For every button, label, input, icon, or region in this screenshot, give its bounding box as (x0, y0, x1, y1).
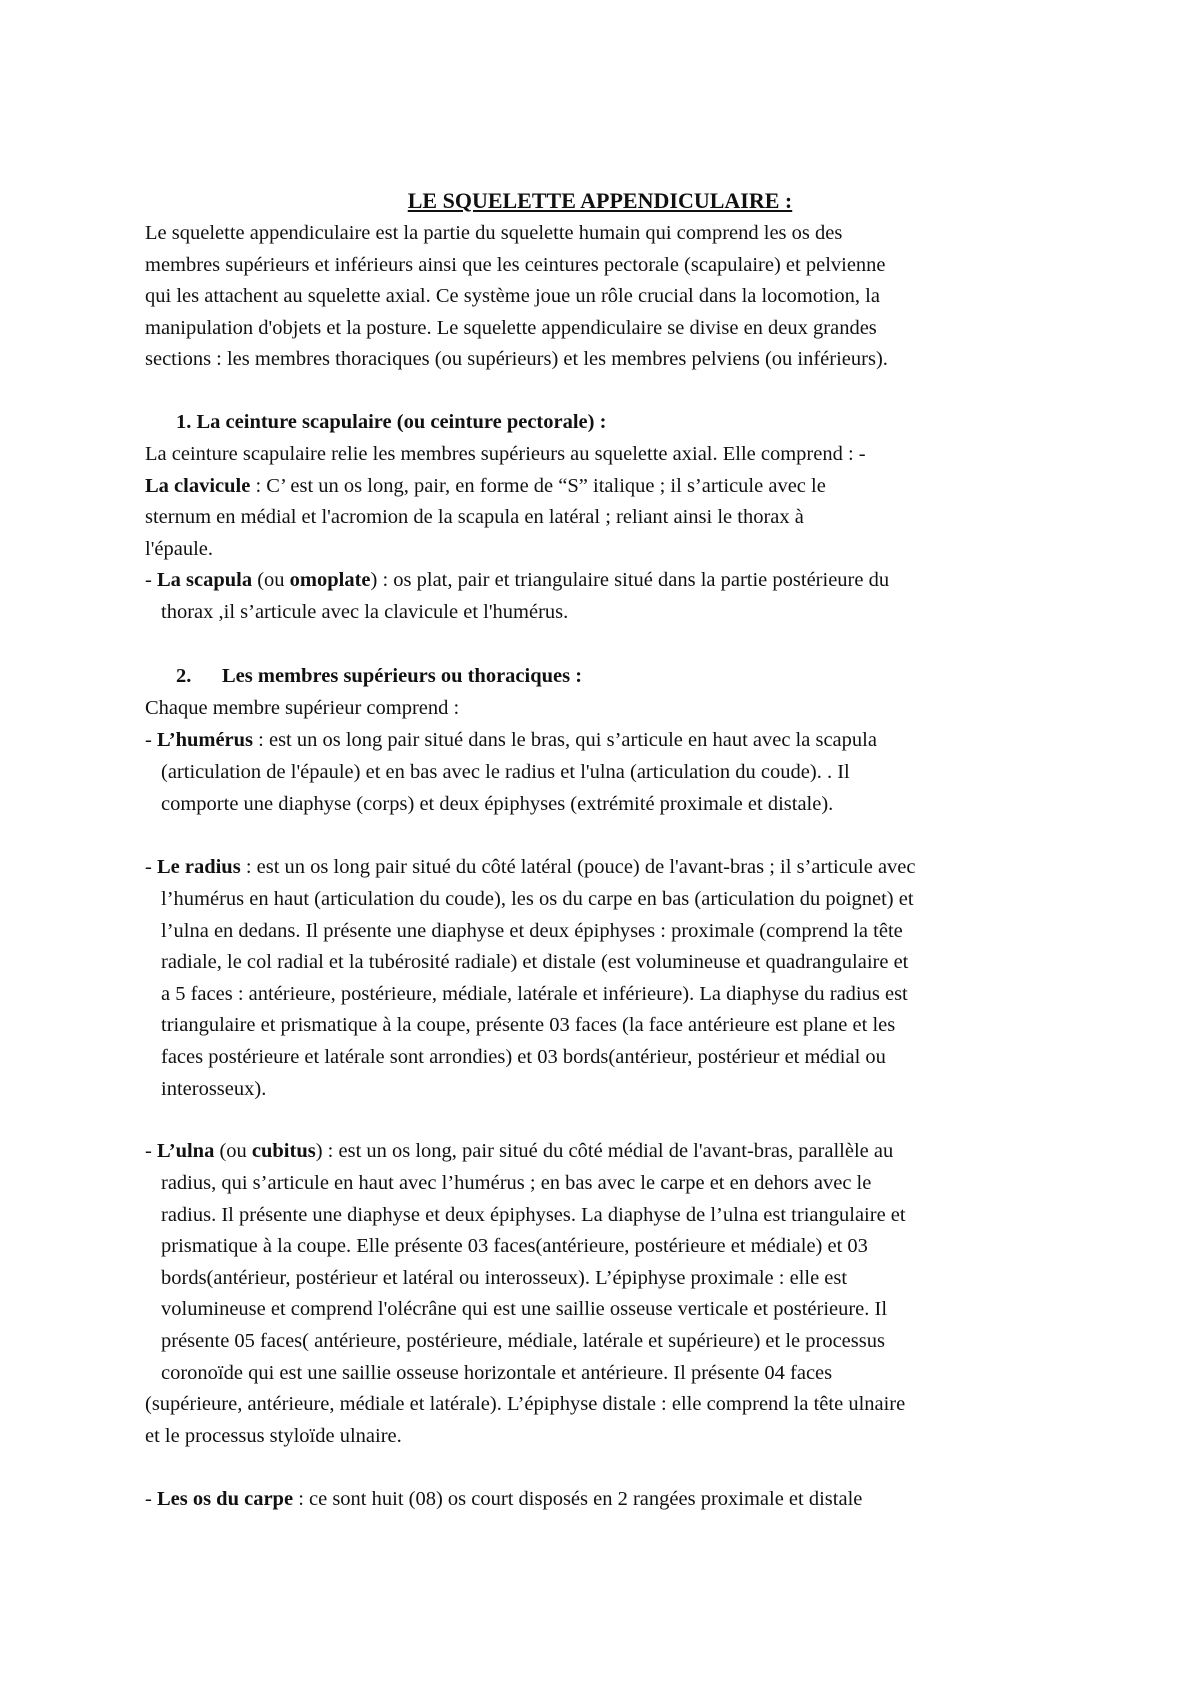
section-2-body (145, 693, 1085, 756)
clavicule-line-1: La clavicule : C’ est un os long, pair, en forme de “S” italique ; il s’articule avec le (145, 474, 826, 497)
radius-line: interosseux). (161, 1077, 267, 1100)
clavicule-line-3: l'épaule. (145, 537, 214, 560)
ulna-line: bords(antérieur, postérieur et latéral ou interosseux). L’épiphyse proximale : elle est (161, 1266, 848, 1289)
ulna-line: radius. Il présente une diaphyse et deux épiphyses. La diaphyse de l’ulna est triangulaire et (161, 1203, 906, 1226)
radius-line-1: - Le radius : est un os long pair situé du côté latéral (pouce) de l'avant-bras ; il s’articule avec (145, 856, 916, 878)
radius-line: a 5 faces : antérieure, postérieure, médiale, latérale et inférieure). La diaphyse du radius est (161, 982, 908, 1005)
radius-continuation (161, 884, 1101, 1105)
ulna-tail-line: et le processus styloïde ulnaire. (145, 1424, 402, 1447)
humerus-line-2: (articulation de l'épaule) et en bas avec le radius et l'ulna (articulation du coude). . Il (161, 761, 850, 783)
carpe-paragraph (145, 1484, 1085, 1516)
intro-line: sections : les membres thoraciques (ou supérieurs) et les membres pelviens (ou inférieurs). (145, 348, 888, 371)
intro-line: manipulation d'objets et la posture. Le squelette appendiculaire se divise en deux grandes (145, 316, 877, 339)
scapula-line-2: thorax ,il s’articule avec la clavicule et l'humérus. (161, 601, 569, 623)
radius-line: radiale, le col radial et la tubérosité radiale) et distale (est volumineuse et quadrangulaire et (161, 951, 909, 974)
section-1-line: La ceinture scapulaire relie les membres supérieurs au squelette axial. Elle comprend : - (145, 443, 866, 465)
ulna-line: volumineuse et comprend l'olécrâne qui est une saillie osseuse verticale et postérieure. Il (161, 1298, 888, 1321)
cubitus-term: cubitus (251, 1140, 316, 1162)
intro-line: membres supérieurs et inférieurs ainsi que les ceintures pectorale (scapulaire) et pelvienne (145, 253, 886, 276)
ulna-line-1: - L’ulna (ou cubitus) : est un os long, pair situé du côté médial de l'avant-bras, parallèle au (145, 1140, 894, 1162)
intro-line: Le squelette appendiculaire est la partie du squelette humain qui comprend les os des (145, 222, 843, 244)
ulna-line: prismatique à la coupe. Elle présente 03 faces(antérieure, postérieure et médiale) et 03 (161, 1235, 868, 1258)
ulna-tail (145, 1389, 1085, 1452)
ulna-term: L’ulna (156, 1140, 215, 1162)
ulna-tail-line: (supérieure, antérieure, médiale et latérale). L’épiphyse distale : elle comprend la tête ulnaire (145, 1393, 906, 1415)
section-1-heading: 1. La ceinture scapulaire (ou ceinture pectorale) : (176, 411, 607, 433)
radius-line: triangulaire et prismatique à la coupe, présente 03 faces (la face antérieure est plane et les (161, 1014, 896, 1037)
humerus-line-1: - L’humérus : est un os long pair situé dans le bras, qui s’articule en haut avec la scapula (145, 728, 877, 751)
ulna-continuation (161, 1168, 1101, 1389)
scapula-term: La scapula (156, 569, 253, 592)
carpe-term: Les os du carpe (156, 1488, 294, 1510)
radius-line: l’humérus en haut (articulation du coude), les os du carpe en bas (articulation du poignet) et (161, 888, 914, 910)
section-2-line: Chaque membre supérieur comprend : (145, 697, 460, 719)
ulna-paragraph (145, 1136, 1085, 1168)
ulna-line: présente 05 faces( antérieure, postérieure, médiale, latérale et supérieure) et le processus (161, 1329, 885, 1352)
page-title: LE SQUELETTE APPENDICULAIRE : (407, 188, 793, 213)
carpe-line-1: - Les os du carpe : ce sont huit (08) os court disposés en 2 rangées proximale et distale (145, 1488, 863, 1510)
radius-term: Le radius (156, 856, 241, 878)
omoplate-term: omoplate (289, 569, 371, 592)
section-2-heading: Les membres supérieurs ou thoraciques : (222, 665, 583, 687)
clavicule-line-2: sternum en médial et l'acromion de la scapula en latéral ; reliant ainsi le thorax à (145, 506, 804, 529)
radius-line: l’ulna en dedans. Il présente une diaphyse et deux épiphyses : proximale (comprend la tête (161, 919, 903, 942)
humerus-term: L’humérus (156, 728, 254, 751)
ulna-line: radius, qui s’articule en haut avec l’humérus ; en bas avec le carpe et en dehors avec le (161, 1172, 872, 1194)
scapula-continuation (161, 597, 1101, 629)
scapula-line-1: - La scapula (ou omoplate) : os plat, pair et triangulaire situé dans la partie postérieure du (145, 569, 890, 592)
radius-paragraph (145, 852, 1085, 884)
clavicule-term: La clavicule (145, 474, 251, 497)
humerus-continuation (161, 757, 1101, 820)
radius-line: faces postérieure et latérale sont arrondies) et 03 bords(antérieur, postérieur et médial ou (161, 1045, 886, 1068)
humerus-line-3: comporte une diaphyse (corps) et deux épiphyses (extrémité proximale et distale). (161, 792, 834, 815)
intro-paragraph (145, 218, 1085, 376)
intro-line: qui les attachent au squelette axial. Ce système joue un rôle crucial dans la locomotion, la (145, 285, 880, 308)
section-1-body (145, 439, 1085, 597)
section-2-number: 2. (176, 665, 192, 687)
ulna-line: coronoïde qui est une saillie osseuse horizontale et antérieure. Il présente 04 faces (161, 1361, 833, 1384)
